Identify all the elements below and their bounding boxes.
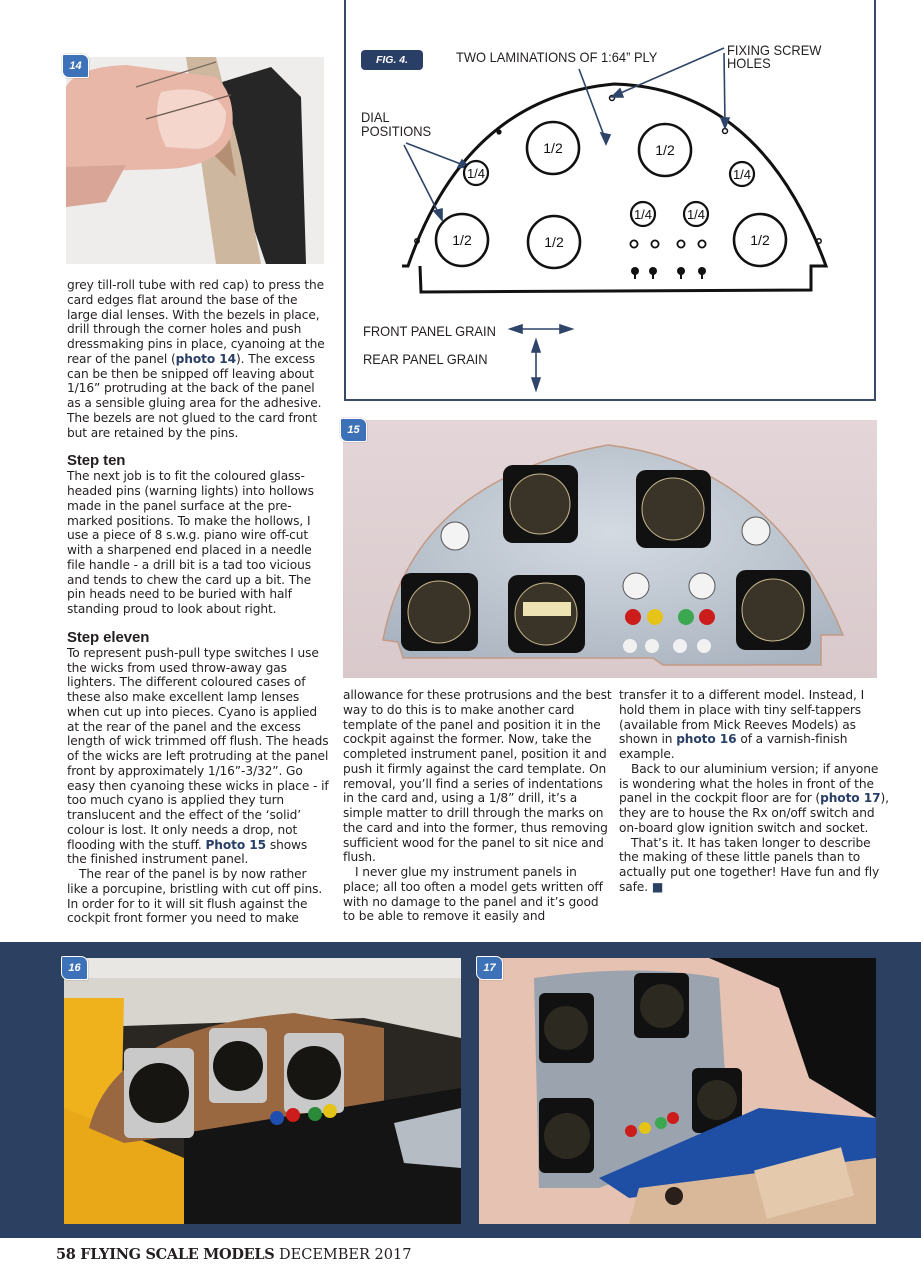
column-2-paragraph-1: allowance for these protrusions and the best way to do this is to make another card template of the panel and position it in the cockpit against the former. Now, take the completed instrument panel, position it and push it firmly against the card template. On removal, you’ll find a series of indentations in the card and, using a 1/8” drill, it’s a simple matter to drill through the marks on the card and into the former, thus removing sufficient wood for the panel to sit nice and flush. xyxy=(343,688,612,865)
svg-text:1/4: 1/4 xyxy=(633,207,653,222)
dial-position xyxy=(528,216,580,268)
svg-text:1/4: 1/4 xyxy=(686,207,706,222)
issue-date: DECEMBER 2017 xyxy=(279,1247,412,1263)
step-ten-heading: Step ten xyxy=(67,452,126,470)
photo-15 xyxy=(343,420,877,678)
dial-position xyxy=(684,202,708,226)
photo-14 xyxy=(66,57,324,264)
porcupine-paragraph: The rear of the panel is by now rather like a porcupine, bristling with cut off pins. In order for to it will sit flush against the cockpit front former you need to make xyxy=(67,867,323,926)
photo-16-image xyxy=(64,958,461,1224)
rear-panel-grain-label: REAR PANEL GRAIN xyxy=(363,351,488,367)
dial-position xyxy=(464,161,488,185)
dial-position xyxy=(639,124,691,176)
photo-15-image xyxy=(343,420,877,678)
svg-text:1/2: 1/2 xyxy=(543,140,563,156)
figure-4-diagram xyxy=(344,0,876,401)
column-3-paragraph-3: That’s it. It has taken longer to describe the making of these little panels than to actually put one together! Have fun and fly safe. ■ xyxy=(619,835,880,894)
photo-16-badge: 16 xyxy=(61,956,88,980)
svg-text:1/2: 1/2 xyxy=(655,142,675,158)
svg-text:1/4: 1/4 xyxy=(466,166,486,181)
column-3-paragraph-2: Back to our aluminium version; if anyone is wondering what the holes in front of the panel in the cockpit floor are for (photo 17), they are to house the Rx on/off switch and on-board glow ignition switch and socket. xyxy=(619,761,889,835)
end-mark-icon: ■ xyxy=(651,879,664,894)
step-eleven-paragraph: To represent push-pull type switches I use the wicks from used throw-away gas lighters. The different coloured cases of these also make excellent lamp lenses when cut up into pieces. Cyano is applied at the rear of the panel and the excess length of wick trimmed off flush. The heads of the wicks are left protruding at the panel front by approximately 1/16”-3/32”. Go easy then cyanoing these wicks in place - if too much cyano is applied they turn translucent and the effect of the ‘solid’ colour is lost. It only needs a drop, not flooding with the stuff. Photo 15 shows the finished instrument panel. xyxy=(67,645,329,867)
photo-17-badge: 17 xyxy=(476,956,503,980)
step-ten-paragraph: The next job is to fit the coloured glass-headed pins (warning lights) into hollows made in the panel surface at the pre-marked positions. To make the hollows, I use a piece of 8 s.w.g. piano wire off-cut with a sharpened end placed in a needle file handle - a drill bit is a tad too vicious and tends to chew the card up a bit. The pin heads need to be buried with half standing proud to look about right. xyxy=(67,469,314,616)
column-2-paragraph-2: I never glue my instrument panels in place; all too often a model gets written off with no damage to the panel and it’s good to be able to remove it easily and xyxy=(343,865,603,924)
photo-16-reference: photo 16 xyxy=(676,732,737,747)
svg-text:1/4: 1/4 xyxy=(732,167,752,182)
photo-16 xyxy=(64,958,461,1224)
photo-17 xyxy=(479,958,876,1224)
dial-positions-label-line2: POSITIONS xyxy=(361,123,432,139)
dial-position xyxy=(527,122,579,174)
page-footer xyxy=(56,1246,411,1263)
dial-positions-label-line1: DIAL xyxy=(361,109,390,125)
photo-band xyxy=(0,942,921,1238)
photo-14-reference: photo 14 xyxy=(175,351,237,366)
page-number: 58 xyxy=(56,1246,76,1263)
photo-14-image xyxy=(66,57,324,264)
svg-text:1/2: 1/2 xyxy=(452,232,472,248)
svg-text:1/2: 1/2 xyxy=(544,234,564,250)
fixing-screw-label-line1: FIXING SCREW xyxy=(727,42,822,58)
svg-text:1/2: 1/2 xyxy=(750,232,770,248)
magazine-title: FLYING SCALE MODELS xyxy=(80,1246,275,1263)
front-panel-grain-label: FRONT PANEL GRAIN xyxy=(363,323,496,339)
photo-17-reference: photo 17 xyxy=(820,791,881,806)
intro-paragraph: grey till-roll tube with red cap) to press the card edges flat around the base of the large dial lenses. With the bezels in place, drill through the corner holes and push dressmaking pins in place, cyanoing at the rear of the panel (photo 14). The excess can be then be snipped off leaving about 1/16” protruding at the back of the panel as a sensible gluing area for the adhesive. The bezels are not glued to the card front but are retained by the pins. xyxy=(67,278,325,440)
photo-15-reference: Photo 15 xyxy=(205,837,267,852)
figure-label: FIG. 4. xyxy=(361,50,423,70)
dial-position xyxy=(631,202,655,226)
dial-position xyxy=(436,214,488,266)
article-column-3 xyxy=(619,688,889,895)
photo-15-badge: 15 xyxy=(340,418,367,442)
laminations-label: TWO LAMINATIONS OF 1:64” PLY xyxy=(456,49,658,65)
article-column-1 xyxy=(67,278,329,926)
dial-position xyxy=(730,162,754,186)
column-3-paragraph-1: transfer it to a different model. Instead, I hold them in place with tiny self-tappers (available from Mick Reeves Models) as shown in photo 16 of a varnish-finish example. xyxy=(619,688,865,761)
article-column-2 xyxy=(343,688,613,924)
step-eleven-heading: Step eleven xyxy=(67,628,150,646)
dial-circles xyxy=(346,0,876,398)
photo-17-image xyxy=(479,958,876,1224)
fixing-screw-label-line2: HOLES xyxy=(727,55,771,71)
dial-position xyxy=(734,214,786,266)
dial-positions xyxy=(346,0,876,398)
photo-14-badge: 14 xyxy=(62,54,89,78)
